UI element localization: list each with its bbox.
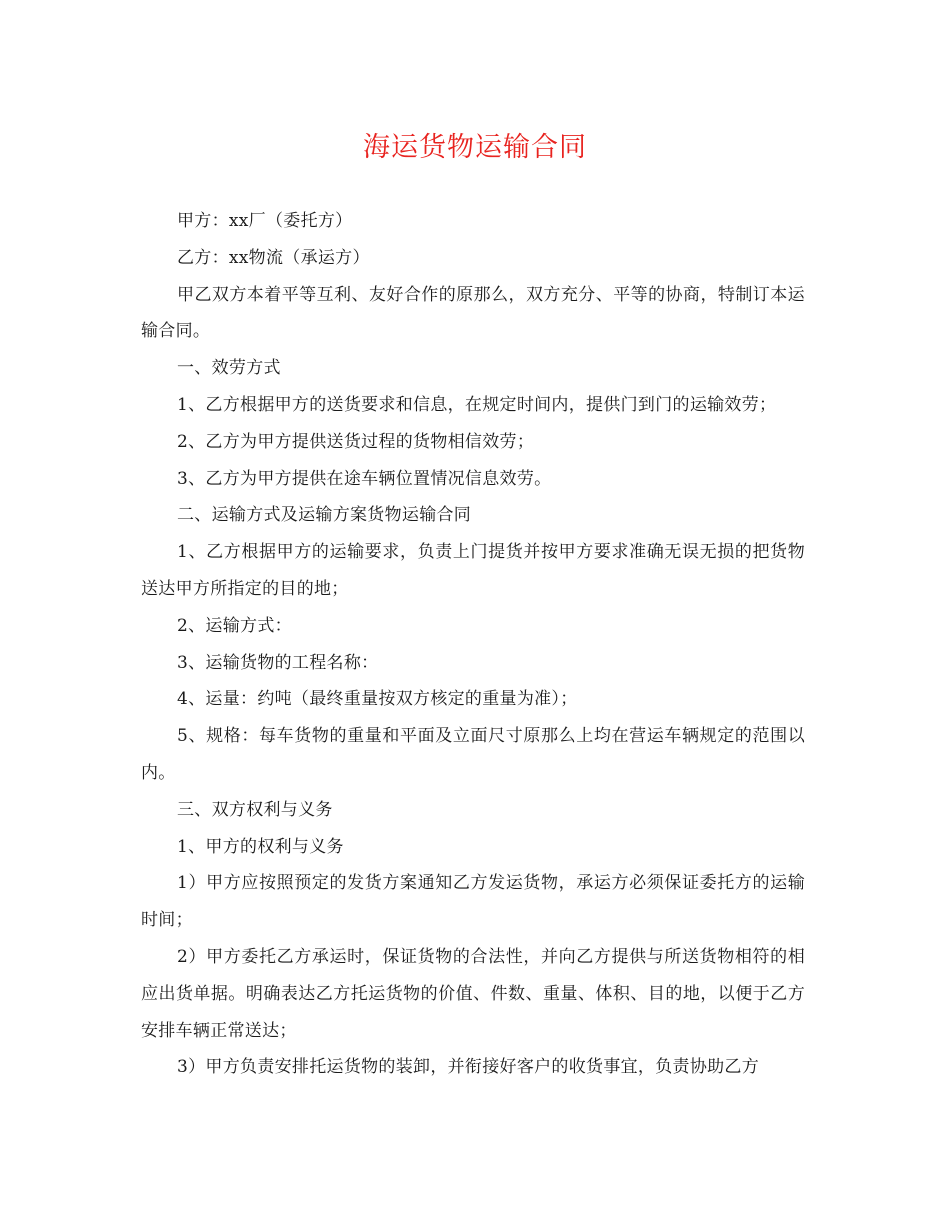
section-heading-1: 一、效劳方式	[177, 358, 281, 379]
party-a-line: 甲方：xx厂（委托方）	[177, 211, 353, 231]
section-heading-3: 三、双方权利与义务	[177, 799, 333, 820]
document-title: 海运货物运输合同	[363, 132, 587, 163]
section-heading-2: 二、运输方式及运输方案货物运输合同	[177, 505, 472, 526]
party-b-line: 乙方：xx物流（承运方）	[177, 247, 370, 268]
clause-paragraph: 4、运量：约吨（最终重量按双方核定的重量为准）；	[177, 689, 578, 710]
subsection-heading: 1、甲方的权利与义务	[177, 836, 344, 857]
clause-paragraph: 1、乙方根据甲方的运输要求，负责上门提货并按甲方要求准确无误无损的把货物送达甲方所指定的目的地；	[141, 542, 805, 599]
clause-paragraph: 2、运输方式：	[177, 615, 292, 636]
clause-paragraph: 3、乙方为甲方提供在途车辆位置情况信息效劳。	[177, 468, 552, 489]
preamble-paragraph: 甲乙双方本着平等互利、友好合作的原那么，双方充分、平等的协商，特制订本运输合同。	[141, 284, 805, 342]
clause-paragraph: 1）甲方应按照预定的发货方案通知乙方发运货物，承运方必须保证委托方的运输时间；	[141, 873, 805, 931]
clause-paragraph: 5、规格：每车货物的重量和平面及立面尺寸原那么上均在营运车辆规定的范围以内。	[141, 726, 805, 783]
clause-paragraph: 2、乙方为甲方提供送货过程的货物相信效劳；	[177, 431, 535, 452]
clause-paragraph: 1、乙方根据甲方的送货要求和信息，在规定时间内，提供门到门的运输效劳；	[177, 394, 777, 415]
clause-paragraph: 3、运输货物的工程名称：	[177, 652, 379, 673]
clause-paragraph: 3）甲方负责安排托运货物的装卸，并衔接好客户的收货事宜，负责协助乙方	[177, 1057, 760, 1078]
document-body	[141, 203, 805, 1086]
clause-paragraph: 2）甲方委托乙方承运时，保证货物的合法性，并向乙方提供与所送货物相符的相应出货单据。明确表达乙方托运货物的价值、件数、重量、体积、目的地，以便于乙方安排车辆正常送达；	[141, 946, 805, 1041]
